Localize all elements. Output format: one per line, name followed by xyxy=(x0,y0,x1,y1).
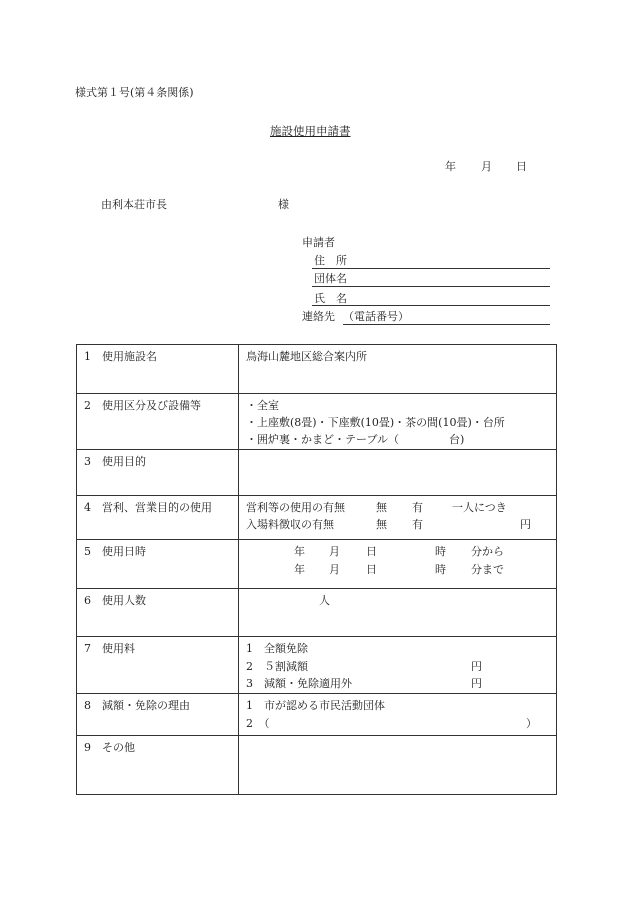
exemption-reason-label-cell xyxy=(77,694,239,736)
usage-category-value-cell[interactable] xyxy=(239,394,557,450)
facility-name-label-cell xyxy=(77,345,239,394)
reason-other-close-paren: ） xyxy=(526,717,537,730)
purpose-value-cell[interactable] xyxy=(239,450,557,496)
fee-option-full-exemption[interactable]: 1 全額免除 xyxy=(246,642,308,655)
usage-datetime-value-cell[interactable] xyxy=(239,540,557,589)
start-month-label: 月 xyxy=(329,545,340,558)
commercial-use-yes[interactable]: 有 xyxy=(412,501,423,514)
other-value-cell[interactable] xyxy=(239,736,557,795)
facility-name-value-cell[interactable] xyxy=(239,345,557,394)
name-underline xyxy=(312,305,550,306)
table-row xyxy=(77,637,557,694)
per-person-label: 一人につき xyxy=(452,501,507,514)
table-count-unit: 台) xyxy=(449,433,465,446)
row-label: 9 その他 xyxy=(84,741,135,754)
honorific: 様 xyxy=(278,198,289,211)
end-hour-label: 時 xyxy=(435,563,446,576)
fee-option-half-reduction[interactable]: 2 ５割減額 xyxy=(246,660,308,673)
admission-fee-question: 入場料徴収の有無 xyxy=(246,518,334,531)
attendance-label-cell xyxy=(77,589,239,637)
row-label: 2 使用区分及び設備等 xyxy=(84,399,201,412)
phone-label: （電話番号） xyxy=(343,310,409,323)
document-title: 施設使用申請書 xyxy=(270,124,351,138)
usage-fee-label-cell xyxy=(77,637,239,694)
option-rooms: ・上座敷(8畳)・下座敷(10畳)・茶の間(10畳)・台所 xyxy=(246,416,505,429)
commercial-use-value-cell[interactable] xyxy=(239,496,557,540)
table-row xyxy=(77,694,557,736)
table-row xyxy=(77,450,557,496)
organization-underline xyxy=(312,286,550,287)
reason-option-civic-group[interactable]: 1 市が認める市民活動団体 xyxy=(246,699,385,712)
reason-option-other[interactable]: 2 （ xyxy=(246,717,270,730)
end-year-label: 年 xyxy=(294,563,305,576)
fee-option-not-applicable[interactable]: 3 減額・免除適用外 xyxy=(246,677,352,690)
name-label: 氏 名 xyxy=(314,292,347,305)
usage-fee-value-cell[interactable] xyxy=(239,637,557,694)
row-label: 3 使用目的 xyxy=(84,455,146,468)
option-equipment: ・囲炉裏・かまど・テーブル（ xyxy=(246,433,400,446)
purpose-label-cell xyxy=(77,450,239,496)
address-underline xyxy=(312,268,550,269)
row-label: 8 減額・免除の理由 xyxy=(84,699,190,712)
admission-fee-yen: 円 xyxy=(520,518,531,531)
table-row xyxy=(77,589,557,637)
date-month-label: 月 xyxy=(481,160,492,173)
end-minute-label: 分まで xyxy=(471,563,504,576)
fee-not-applicable-yen: 円 xyxy=(471,677,482,690)
table-row xyxy=(77,496,557,540)
applicant-label: 申請者 xyxy=(302,236,335,249)
admission-fee-yes[interactable]: 有 xyxy=(412,518,423,531)
row-label: 6 使用人数 xyxy=(84,594,146,607)
start-minute-label: 分から xyxy=(471,545,504,558)
commercial-use-question: 営利等の使用の有無 xyxy=(246,501,345,514)
usage-category-label-cell xyxy=(77,394,239,450)
contact-underline xyxy=(343,324,550,325)
facility-name-value: 鳥海山麓地区総合案内所 xyxy=(246,350,367,363)
row-label: 1 使用施設名 xyxy=(84,350,157,363)
date-day-label: 日 xyxy=(516,160,527,173)
address-label: 住 所 xyxy=(314,254,347,267)
commercial-use-none[interactable]: 無 xyxy=(376,501,387,514)
row-label: 5 使用日時 xyxy=(84,545,146,558)
table-row xyxy=(77,736,557,795)
date-year-label: 年 xyxy=(445,160,456,173)
option-all-rooms: ・全室 xyxy=(246,399,279,412)
usage-datetime-label-cell xyxy=(77,540,239,589)
attendance-value-cell[interactable] xyxy=(239,589,557,637)
attendance-unit: 人 xyxy=(319,594,330,607)
other-label-cell xyxy=(77,736,239,795)
start-hour-label: 時 xyxy=(435,545,446,558)
commercial-use-label-cell xyxy=(77,496,239,540)
start-year-label: 年 xyxy=(294,545,305,558)
table-row xyxy=(77,394,557,450)
table-row xyxy=(77,345,557,394)
exemption-reason-value-cell[interactable] xyxy=(239,694,557,736)
admission-fee-none[interactable]: 無 xyxy=(376,518,387,531)
fee-half-reduction-yen: 円 xyxy=(471,660,482,673)
application-table xyxy=(76,344,557,795)
table-row xyxy=(77,540,557,589)
start-day-label: 日 xyxy=(366,545,377,558)
end-day-label: 日 xyxy=(366,563,377,576)
end-month-label: 月 xyxy=(329,563,340,576)
organization-label: 団体名 xyxy=(314,272,347,285)
row-label: 4 営利、営業目的の使用 xyxy=(84,501,212,514)
contact-label: 連絡先 xyxy=(302,310,335,323)
row-label: 7 使用料 xyxy=(84,642,135,655)
form-number: 様式第１号(第４条関係) xyxy=(75,86,194,99)
addressee: 由利本荘市長 xyxy=(101,198,167,211)
